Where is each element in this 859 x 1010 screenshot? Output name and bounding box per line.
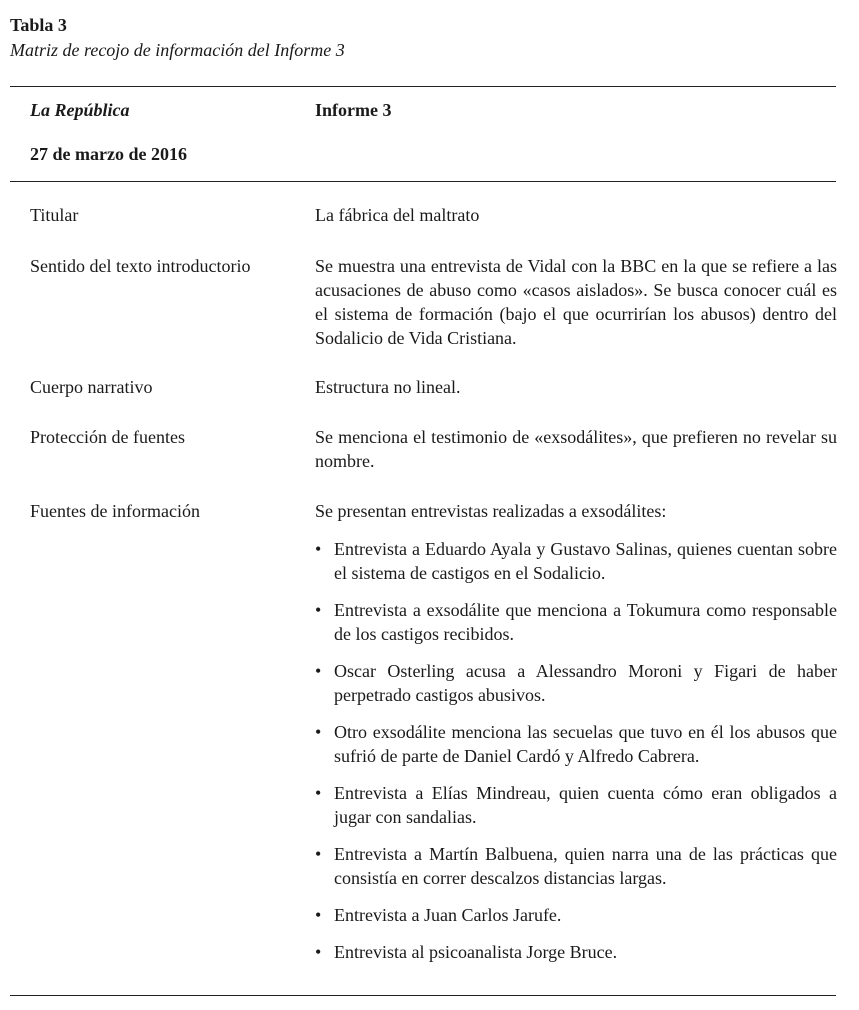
bullet-icon: • xyxy=(315,600,322,620)
list-item-text: Entrevista a Elías Mindreau, quien cuenta cómo eran obligados a jugar con sandalias. xyxy=(334,783,837,827)
row-value-sources-intro: Se presentan entrevistas realizadas a exsodálites: xyxy=(315,501,667,521)
row-label-intro: Sentido del texto introductorio xyxy=(30,256,251,276)
bullet-icon: • xyxy=(315,722,322,742)
list-item-text: Entrevista a exsodálite que menciona a Tokumura como responsable de los castigos recibidos. xyxy=(334,600,837,644)
list-item xyxy=(315,598,837,646)
row-label-sources: Fuentes de información xyxy=(30,501,200,521)
list-item xyxy=(315,781,837,829)
report-title: Informe 3 xyxy=(315,100,392,120)
bullet-icon: • xyxy=(315,783,322,803)
newspaper-name: La República xyxy=(30,100,130,120)
list-item xyxy=(315,940,837,964)
row-label-narrative: Cuerpo narrativo xyxy=(30,377,153,397)
sources-list xyxy=(315,537,837,977)
bullet-icon: • xyxy=(315,844,322,864)
publication-date: 27 de marzo de 2016 xyxy=(30,144,187,164)
list-item-text: Oscar Osterling acusa a Alessandro Moroni y Figari de haber perpetrado castigos abusivos. xyxy=(334,661,837,705)
row-value-narrative: Estructura no lineal. xyxy=(315,377,461,397)
row-value-titular: La fábrica del maltrato xyxy=(315,205,480,225)
table-top-rule xyxy=(10,86,836,87)
list-item-text: Entrevista al psicoanalista Jorge Bruce. xyxy=(334,942,618,962)
list-item-text: Entrevista a Juan Carlos Jarufe. xyxy=(334,905,562,925)
row-label-titular: Titular xyxy=(30,205,79,225)
table-caption: Matriz de recojo de información del Informe 3 xyxy=(10,40,345,60)
table-bottom-rule xyxy=(10,995,836,996)
row-label-source-protection: Protección de fuentes xyxy=(30,427,185,447)
row-value-source-protection: Se menciona el testimonio de «exsodálites», que prefieren no revelar su nombre. xyxy=(315,427,837,471)
list-item xyxy=(315,842,837,890)
row-value-intro: Se muestra una entrevista de Vidal con la BBC en la que se refiere a las acusaciones de abuso como «casos aislados». Se busca conocer cuál es el sistema de formación (bajo el que ocurrirían los abusos) dentro del Sodalicio de Vida Cristiana. xyxy=(315,256,837,348)
list-item xyxy=(315,659,837,707)
bullet-icon: • xyxy=(315,942,322,962)
list-item xyxy=(315,720,837,768)
bullet-icon: • xyxy=(315,905,322,925)
list-item-text: Entrevista a Martín Balbuena, quien narra una de las prácticas que consistía en correr descalzos distancias largas. xyxy=(334,844,837,888)
list-item-text: Entrevista a Eduardo Ayala y Gustavo Salinas, quienes cuentan sobre el sistema de castigos en el Sodalicio. xyxy=(334,539,837,583)
bullet-icon: • xyxy=(315,661,322,681)
list-item xyxy=(315,537,837,585)
bullet-icon: • xyxy=(315,539,322,559)
list-item xyxy=(315,903,837,927)
list-item-text: Otro exsodálite menciona las secuelas que tuvo en él los abusos que sufrió de parte de Daniel Cardó y Alfredo Cabrera. xyxy=(334,722,837,766)
table-header-rule xyxy=(10,181,836,182)
table-number: Tabla 3 xyxy=(10,15,67,35)
